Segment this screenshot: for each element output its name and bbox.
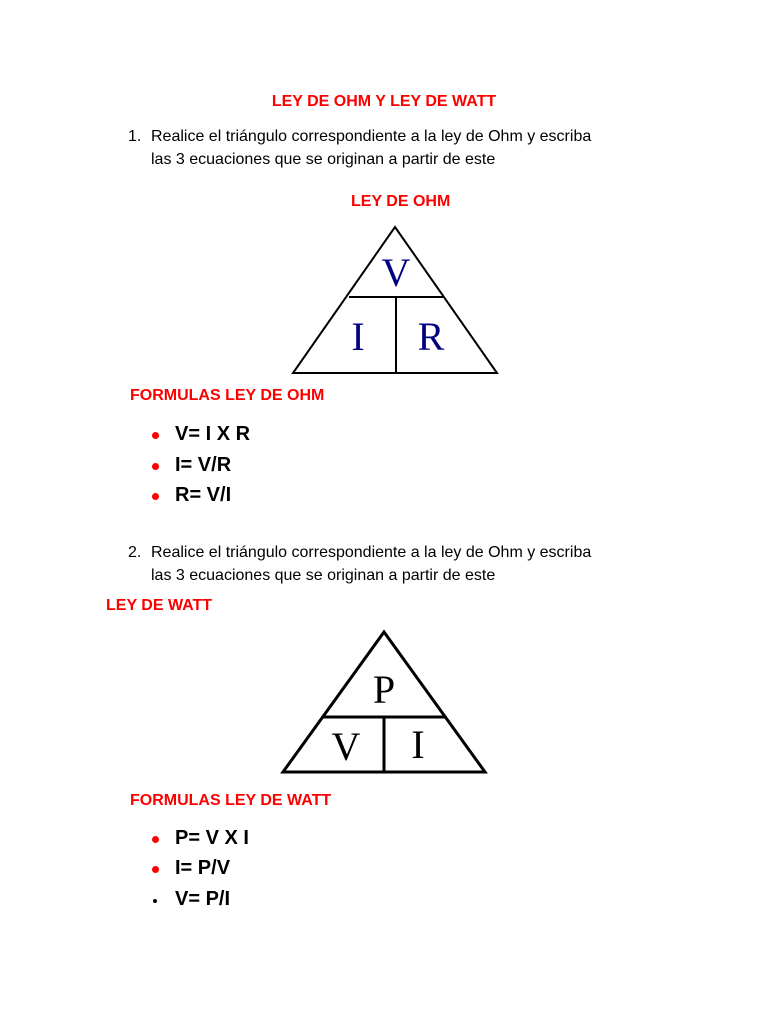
ohm-formula-3: R= V/I <box>175 484 232 506</box>
ohm-heading: LEY DE OHM <box>351 193 451 210</box>
watt-formula-2: I= P/V <box>175 857 231 879</box>
watt-heading: LEY DE WATT <box>106 597 213 614</box>
ohm-formula-2: I= V/R <box>175 454 232 476</box>
ohm-label-i: I <box>351 314 365 359</box>
bullet-icon <box>152 866 159 873</box>
ohm-formula-1: V= I X R <box>175 423 251 445</box>
watt-formula-3: V= P/I <box>175 888 231 910</box>
watt-label-p: P <box>372 667 396 712</box>
watt-formula-1: P= V X I <box>175 827 249 849</box>
watt-triangle-diagram <box>280 628 490 776</box>
bullet-icon <box>153 899 157 903</box>
ohm-formulas-heading: FORMULAS LEY DE OHM <box>130 387 325 404</box>
question-1-number: 1. <box>128 128 142 145</box>
question-2-line2: las 3 ecuaciones que se originan a partir de este <box>151 567 496 584</box>
bullet-icon <box>152 836 159 843</box>
ohm-triangle-diagram <box>290 224 500 376</box>
question-2-line1: Realice el triángulo correspondiente a la ley de Ohm y escriba <box>151 544 592 561</box>
bullet-icon <box>152 463 159 470</box>
watt-label-i: I <box>411 722 425 767</box>
ohm-label-r: R <box>417 314 445 359</box>
bullet-icon <box>152 432 159 439</box>
watt-formulas-heading: FORMULAS LEY DE WATT <box>130 792 332 809</box>
ohm-label-v: V <box>381 250 411 295</box>
bullet-icon <box>152 493 159 500</box>
question-2-number: 2. <box>128 544 142 561</box>
page-title: LEY DE OHM Y LEY DE WATT <box>271 93 497 110</box>
question-1-line2: las 3 ecuaciones que se originan a partir de este <box>151 151 496 168</box>
watt-label-v: V <box>331 724 361 769</box>
question-1-line1: Realice el triángulo correspondiente a la ley de Ohm y escriba <box>151 128 592 145</box>
